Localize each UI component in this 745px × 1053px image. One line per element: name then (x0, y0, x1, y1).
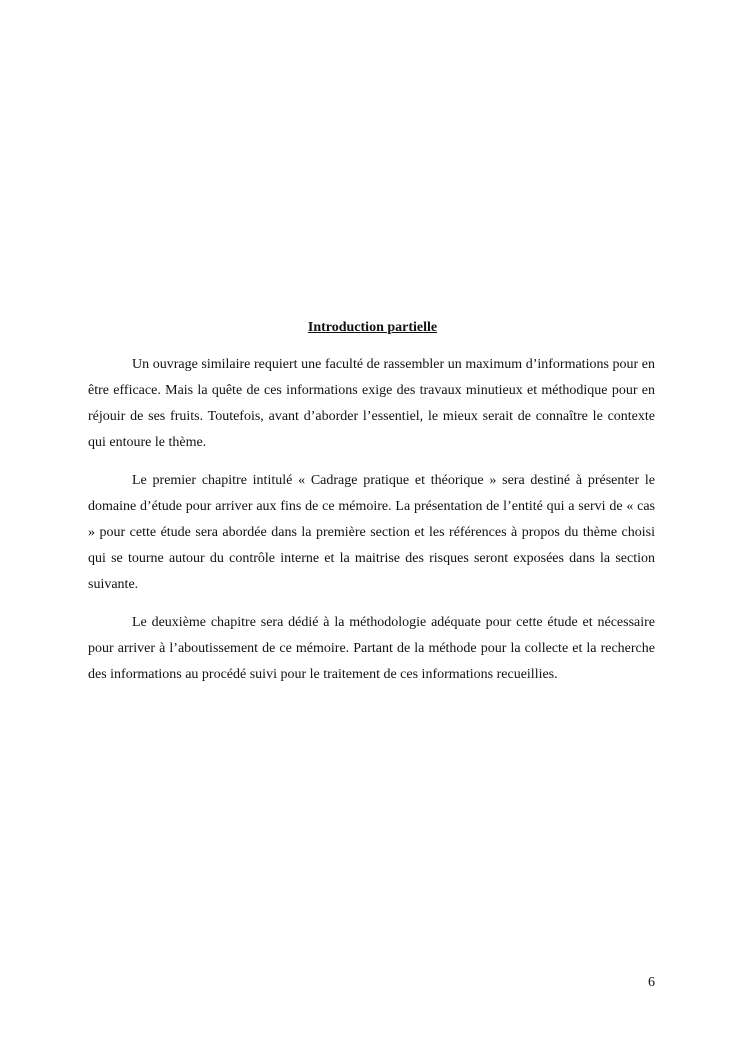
paragraph-1: Un ouvrage similaire requiert une faculté de rassembler un maximum d’informations pour en être efficace. Mais la quête de ces informations exige des travaux minutieux et méthodique pour en réjouir de ses fruits. Toutefois, avant d’aborder l’essentiel, le mieux serait de connaître le contexte qui entoure le thème. (88, 357, 655, 450)
paragraph-2: Le premier chapitre intitulé « Cadrage pratique et théorique » sera destiné à présenter le domaine d’étude pour arriver aux fins de ce mémoire. La présentation de l’entité qui a servi de « cas » pour cette étude sera abordée dans la première section et les références à propos du thème choisi qui se tourne autour du contrôle interne et la maitrise des risques seront exposées dans la section suivante. (88, 473, 655, 592)
paragraph-3: Le deuxième chapitre sera dédié à la méthodologie adéquate pour cette étude et nécessaire pour arriver à l’aboutissement de ce mémoire. Partant de la méthode pour la collecte et la recherche des informations au procédé suivi pour le traitement de ces informations recueillies. (88, 615, 655, 682)
body-text (88, 352, 655, 700)
page-number: 6 (648, 975, 655, 990)
section-heading: Introduction partielle (307, 320, 438, 335)
